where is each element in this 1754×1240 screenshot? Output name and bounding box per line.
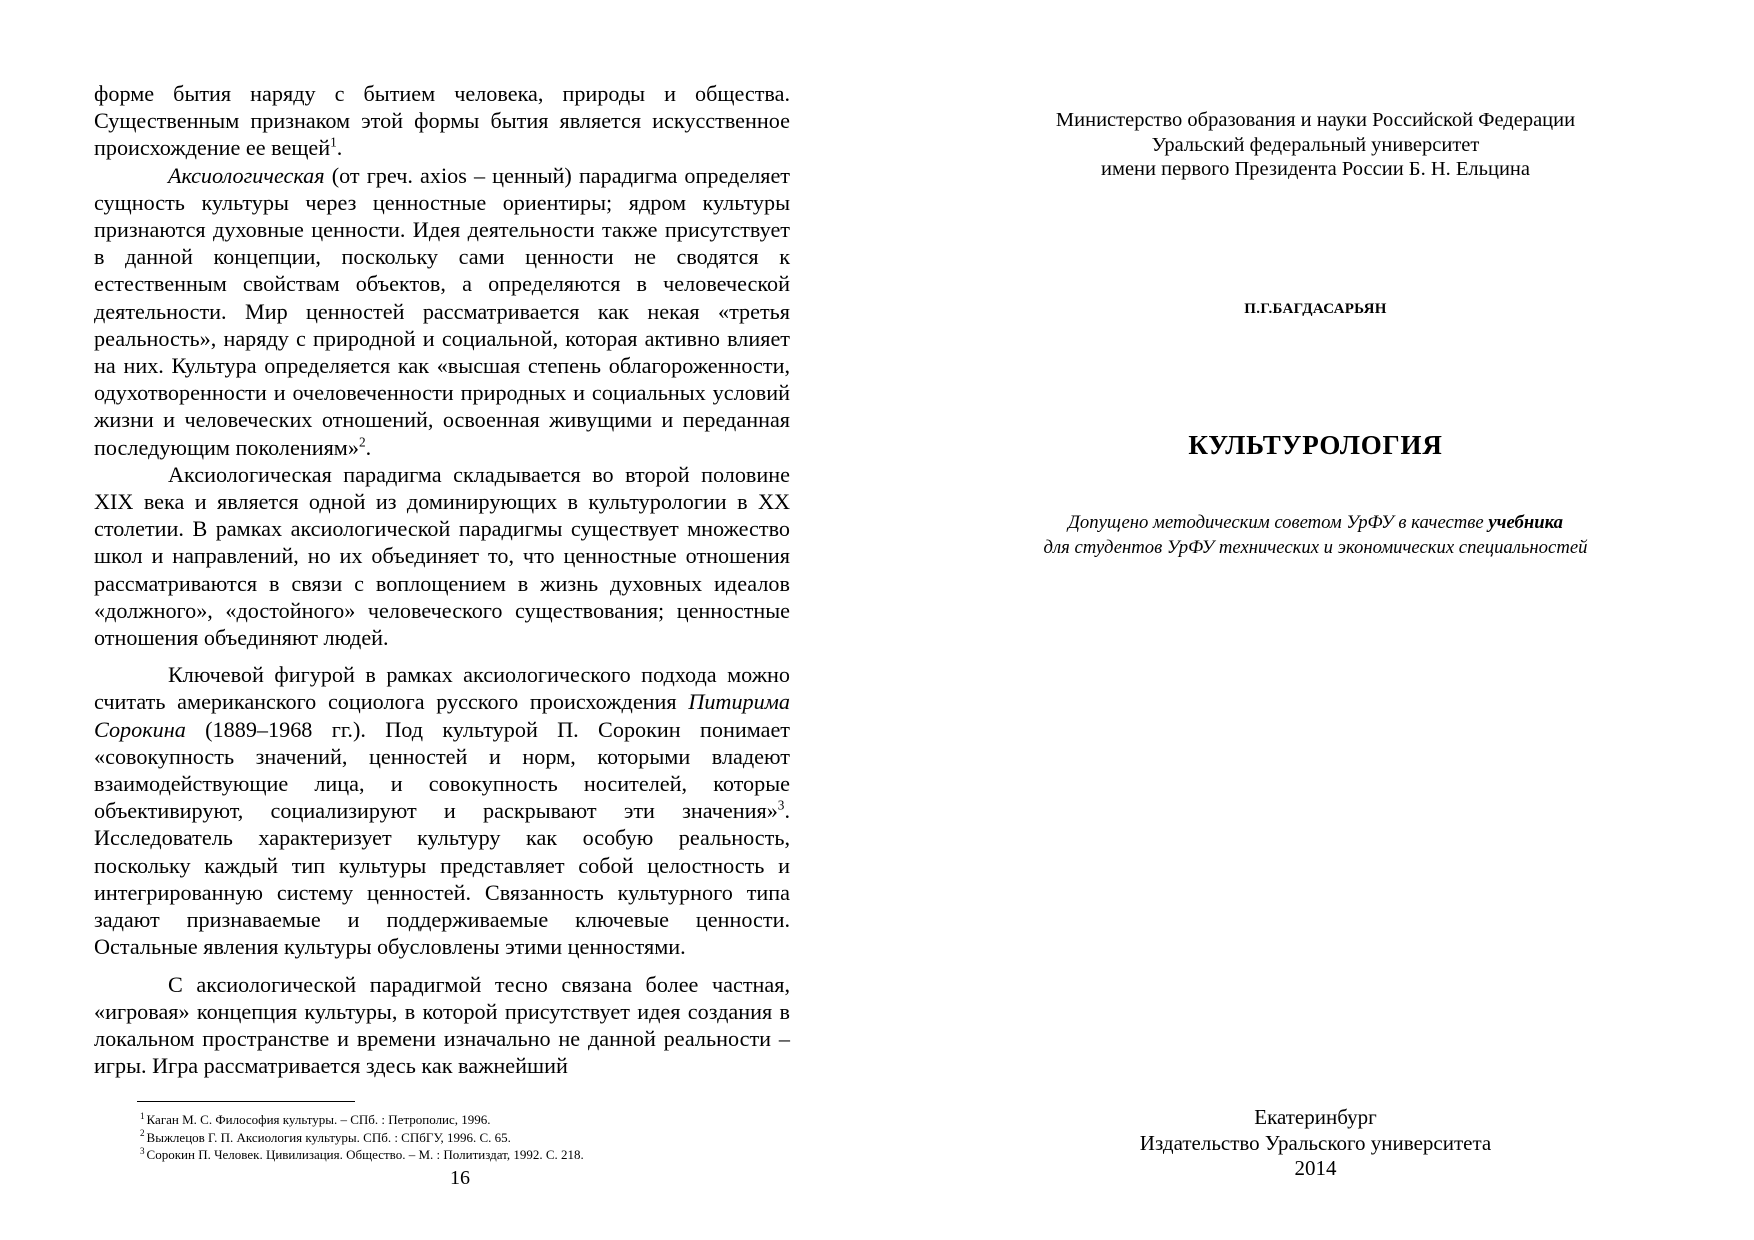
footnotes <box>140 1111 800 1164</box>
paragraph-5: С аксиологической парадигмой тесно связана более частная, «игровая» концепция культуры, в которой присутствует идея создания в локальном пространстве и времени изначально не данной реальности – игры. Игра рассматривается здесь как важнейший <box>94 971 790 1079</box>
ministry-line: Министерство образования и науки Российской Федерации <box>1055 109 1576 131</box>
approval-line-2: для студентов УрФУ технических и экономических специальностей <box>1043 537 1588 558</box>
footnote-item: $^1$ Каган М. С. Философия культуры. – СПб. : Петрополис, 1996. <box>140 1110 491 1127</box>
footnote-ref-2[interactable]: 2 <box>358 434 366 450</box>
imprint <box>877 1105 1754 1182</box>
page-number: 16 <box>450 1167 470 1189</box>
publisher: Издательство Уральского университета <box>1139 1130 1492 1155</box>
body-text <box>94 80 790 1079</box>
university-name-line: имени первого Президента России Б. Н. Ельцина <box>1101 158 1530 180</box>
approval-line-1: Допущено методическим советом УрФУ в качестве учебника <box>1068 512 1563 533</box>
approval-note <box>877 510 1754 560</box>
publication-year: 2014 <box>1294 1156 1337 1180</box>
person-name: Питирима Сорокина <box>94 689 790 742</box>
paragraph-2: Аксиологическая (от греч. axios – ценный) парадигма определяет сущность культуры через ценностные ориентиры; ядром культуры признаются духовные ценности. Идея деятельности также присутствует в данной концепции, поскольку сами ценности не сводятся к естественным свойствам объектов, а определяются в человеческой деятельности. Мир ценностей рассматривается как некая «третья реальность», наряду с природной и социальной, которая активно влияет на них. Культура определяется как «высшая степень облагороженности, одухотворенности и очеловеченности природных и социальных условий жизни и человеческих отношений, освоенная живущими и переданная последующим поколениям»$^2$. <box>94 162 790 460</box>
footnote-item: $^2$ Выжлецов Г. П. Аксиология культуры. СПб. : СПбГУ, 1996. С. 65. <box>140 1128 511 1145</box>
approval-emphasis: учебника <box>1488 512 1563 533</box>
book-title: КУЛЬТУРОЛОГИЯ <box>1188 430 1443 460</box>
footnote-ref-1[interactable]: 1 <box>330 135 337 151</box>
footnote-divider <box>137 1101 355 1102</box>
university-line: Уральский федеральный университет <box>1151 133 1480 156</box>
footnote-ref-3[interactable]: 3 <box>777 797 785 813</box>
city: Екатеринбург <box>1254 1105 1377 1129</box>
footnote-item: $^3$ Сорокин П. Человек. Цивилизация. Общество. – М. : Политиздат, 1992. С. 218. <box>140 1145 584 1162</box>
ministry-header <box>877 108 1754 182</box>
right-page <box>877 0 1754 1240</box>
author-name: П.Г.БАГДАСАРЬЯН <box>1244 301 1387 317</box>
term-axiological: Аксиологическая <box>168 162 325 188</box>
paragraph-1: форме бытия наряду с бытием человека, природы и общества. Существенным признаком этой формы бытия является искусственное происхождение ее вещей$^1$. <box>94 81 790 161</box>
paragraph-3: Аксиологическая парадигма складывается во второй половине XIX века и является одной из доминирующих в культурологии в XX столетии. В рамках аксиологической парадигмы существует множество школ и направлений, но их объединяет то, что ценностные отношения рассматриваются в связи с воплощением в жизнь духовных идеалов «должного», «достойного» человеческого существования; ценностные отношения объединяют людей. <box>94 461 790 651</box>
paragraph-4: Ключевой фигурой в рамках аксиологического подхода можно считать американского социолога русского происхождения Питирима Сорокина (1889–1968 гг.). Под культурой П. Сорокин понимает «совокупность значений, ценностей и норм, которыми владеют взаимодействующие лица, и совокупность носителей, которые объективируют, социализируют и раскрывают эти значения»$^3$. Исследователь характеризует культуру как особую реальность, поскольку каждый тип культуры представляет собой целостность и интегрированную систему ценностей. Связанность культурного типа задают признаваемые и поддерживаемые ключевые ценности. Остальные явления культуры обусловлены этими ценностями. <box>94 662 790 960</box>
